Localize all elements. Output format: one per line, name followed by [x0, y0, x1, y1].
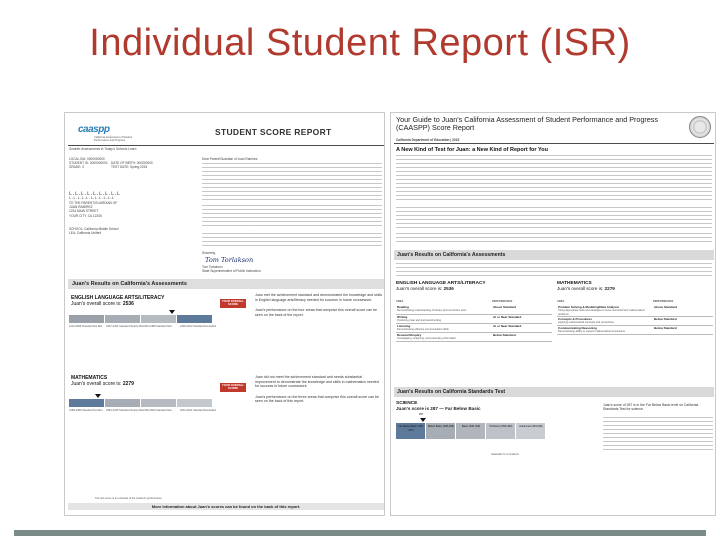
math-score-marker: [95, 394, 101, 398]
school-block: SCHOOL: California Middle School LEA: California Unified: [69, 227, 119, 236]
math-overall-badge: YOUR OVERALL SCORE: [221, 383, 245, 391]
ela-level-labels: 2114-2366 Standard Not Met 2367-2431 Standard Nearly Met 2432-2489 Standard Met 2490-2623 Standard Exceeded: [69, 325, 216, 328]
science-level-labels: Far Below Basic (150-267) Below Basic (268-299) Basic (300-349) Proficient (350-392) Advanced (393-600): [398, 425, 543, 432]
guide-intro-text-3: [396, 233, 712, 245]
ela-heading-block: ENGLISH LANGUAGE ARTS/LITERACY Juan's overall score is: 2536: [71, 295, 165, 307]
guide-math-block: MATHEMATICS Juan's overall score is: 2279: [557, 281, 615, 291]
guide-intro-text-2: [396, 207, 712, 229]
guide-ela-colhead: AREA PERFORMANCE: [396, 300, 513, 303]
table-row: Research/Inquiry Investigating, analyzing, and presenting information Below Standard: [396, 332, 552, 341]
guide-dept: California Department of Education | 2015: [396, 138, 460, 142]
math-heading-block: MATHEMATICS Juan's overall score is: 2279: [71, 375, 134, 387]
guide-section-3: Juan's Results on California Standards Test: [394, 387, 714, 397]
bottom-accent-bar: [14, 530, 706, 536]
table-row: Problem Solving & Modeling/Data Analysis Using appropriate tools and strategies to solve real world and mathematical problems Above Standard: [557, 305, 713, 317]
table-row: Listening Demonstrating effective communication skills At or Near Standard: [396, 323, 552, 332]
guide-section-1: A New Kind of Test for Juan: a New Kind of Report for You: [396, 147, 548, 153]
mailing-address: L.L.L.L.L.L.L.L.L L.L.L.L.L.L.L.L.L.L.L TO THE PARENT/GUARDIAN OF JUAN RAMIREZ 1234 MAIN STREET YOUR CITY, CA 12345: [69, 191, 121, 218]
science-footnote: Statewide % of students: [491, 453, 519, 456]
guide-intro-text: [396, 155, 712, 203]
guide-title: Your Guide to Juan's California Assessment of Student Performance and Progress (CAASPP) Score Report: [396, 115, 658, 132]
ela-score-marker: [169, 310, 175, 314]
guide-section-2: Juan's Results on California's Assessments: [394, 250, 714, 260]
letter-signoff: Sincerely,: [202, 251, 216, 255]
table-row: Communicating Reasoning Demonstrating ability to support mathematical conclusions Below Standard: [557, 326, 713, 335]
math-score: 2279: [122, 381, 134, 387]
table-row: Writing Producing clear and purposeful writing At or Near Standard: [396, 314, 552, 323]
math-score-band: [69, 399, 213, 407]
letter-greeting: Dear Parent/Guardian of Juan Ramirez:: [202, 157, 259, 161]
math-level-labels: 2189-2380 Standard Not Met 2381-2435 Standard Nearly Met 2436-2500 Standard Met 2501-2621 Standard Exceeded: [69, 409, 216, 412]
math-notes: Juan did not meet the achievement standard and needs substantial improvement to demonstrate the knowledge and skills in mathematics needed for success in future coursework. Juan's performance on the three areas that comprise this overall score can be seen on the back of this report.: [255, 375, 379, 404]
ela-score-band: [69, 315, 213, 323]
guide-math-table: [557, 305, 713, 335]
report-subheader: Smarter Assessments in Today's Schools Learn: [69, 147, 137, 151]
ela-notes: Juan met the achievement standard and demonstrated the knowledge and skills in English language arts/literacy needed for success in future coursework. Juan's performance on the four areas that comprise this overall score can be seen on the back of the report.: [255, 293, 383, 317]
student-score-report-front: [64, 112, 385, 516]
letter-body-2: [202, 205, 382, 229]
ela-overall-badge: YOUR OVERALL SCORE: [221, 299, 245, 307]
footer-note: The test score is an estimate of the student's performance.: [95, 497, 163, 500]
score-report-guide-back: [390, 112, 716, 516]
signature-block: Tom Torlakson State Superintendent of Public Instruction: [202, 265, 261, 274]
science-note: Juan's score of 287 is in the Far Below Basic level on California Standards Test for science.: [603, 403, 699, 412]
signature: Tom Torlakson: [205, 256, 254, 264]
guide-science-block: SCIENCE Juan's score is 287 — Far Below Basic: [396, 401, 481, 411]
science-marker-label: 287: [419, 413, 424, 416]
letter-body: [202, 163, 382, 201]
caaspp-logo: caaspp California Assessment of Student Performance and Progress: [78, 124, 133, 142]
science-explanation: [603, 417, 713, 453]
guide-ela-block: ENGLISH LANGUAGE ARTS/LITERACY Juan's overall score is: 2536: [396, 281, 486, 291]
state-seal: [689, 116, 711, 138]
results-banner: Juan's Results on California's Assessments: [68, 279, 384, 289]
guide-ela-table: [396, 305, 552, 342]
table-row: Reading Demonstrating understanding of literary and non-fiction texts Above Standard: [396, 305, 552, 314]
footer-more-banner: More information about Juan's scores can be found on the back of this report.: [68, 503, 384, 510]
guide-math-colhead: AREA PERFORMANCE: [557, 300, 674, 303]
letter-body-3: [202, 233, 382, 249]
report-header: STUDENT SCORE REPORT: [215, 127, 332, 137]
student-id-block: LOCAL ID#: 0000000000 STUDENT ID: 0000000000 GRADE: 3: [69, 157, 108, 170]
slide-title: Individual Student Report (ISR): [89, 22, 631, 64]
student-date-block: DATE OF BIRTH: 00/00/0000 TEST DATE: Spring 2015: [111, 161, 153, 170]
science-score-marker: [420, 418, 426, 422]
table-row: Concepts & Procedures Applying mathematical concepts and procedures Below Standard: [557, 317, 713, 326]
ela-score: 2536: [122, 301, 134, 307]
guide-section-2-text: [396, 263, 712, 279]
